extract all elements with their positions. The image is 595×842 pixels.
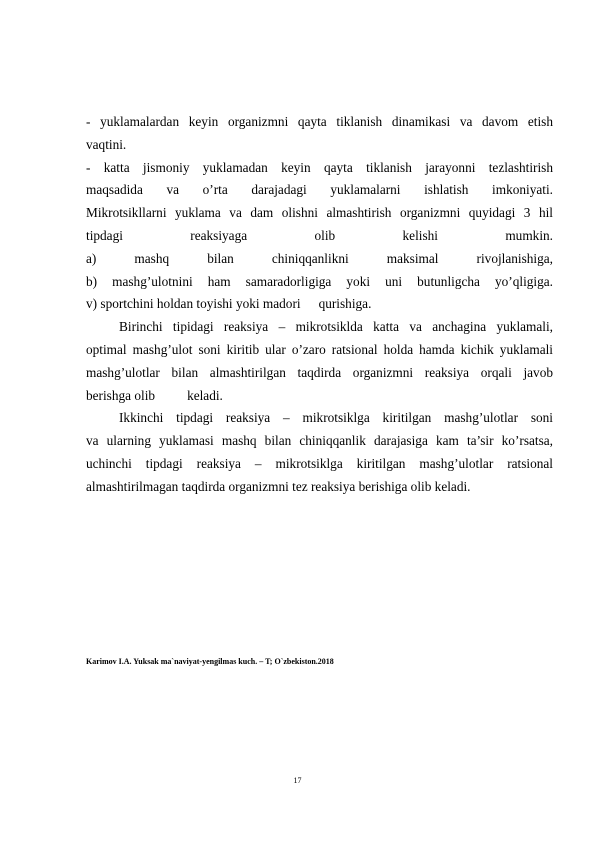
list-item-v-part2: qurishiga. xyxy=(318,296,372,312)
list-item-a: a) mashq bilan chiniqqanlikni maksimal rivojlanishiga, xyxy=(86,250,553,266)
text-line: tipdagi reaksiyaga olib kelishi mumkin. xyxy=(86,227,553,243)
text-line xyxy=(86,385,553,408)
text-part1: berishga olib xyxy=(86,387,156,403)
paragraph-first-type: Birinchi tipidagi reaksiya – mikrotsiklda katta va anchagina yuklamali, xyxy=(119,319,553,335)
text-line: - yuklamalardan keyin organizmni qayta tiklanish dinamikasi va davom etish xyxy=(86,114,553,129)
text-part2: keladi. xyxy=(187,387,223,403)
text-line: mashg’ulotlar bilan almashtirilgan taqdirda organizmni reaksiya orqali javob xyxy=(86,364,553,380)
text-line: - katta jismoniy yuklamadan keyin qayta tiklanish jarayonni tezlashtirish xyxy=(86,159,553,175)
text-line: vaqtini. xyxy=(86,136,127,152)
list-item-v xyxy=(86,293,553,316)
text-line: uchinchi tipdagi reaksiya – mikrotsiklga kiritilgan mashg’ulotlar ratsional xyxy=(86,455,553,471)
text-line: maqsadida va o’rta darajadagi yuklamalarni ishlatish imkoniyati. xyxy=(86,182,553,198)
text-line: almashtirilmagan taqdirda organizmni tez reaksiya berishiga olib keladi. xyxy=(86,478,471,494)
text-line: optimal mashg’ulot soni kiritib ular o’zaro ratsional holda hamda kichik yuklamali xyxy=(86,341,553,357)
paragraph-second-type: Ikkinchi tipdagi reaksiya – mikrotsiklga kiritilgan mashg’ulotlar soni xyxy=(119,410,553,426)
footnote: Karimov I.A. Yuksak ma`naviyat-yengilmas kuch. – T; O`zbekiston.2018 xyxy=(86,657,334,666)
page-number: 17 xyxy=(293,776,302,785)
text-line: va ularning yuklamasi mashq bilan chiniqqanlik darajasiga kam ta’sir ko’rsatsa, xyxy=(86,433,553,449)
list-item-v-part1: v) sportchini holdan toyishi yoki madori xyxy=(86,296,301,312)
body-text xyxy=(86,111,553,499)
text-line: Mikrotsikllarni yuklama va dam olishni almashtirish organizmni quyidagi 3 hil xyxy=(86,205,553,221)
list-item-b: b) mashg’ulotnini ham samaradorligiga yoki uni butunligcha yo’qligiga. xyxy=(86,273,553,289)
